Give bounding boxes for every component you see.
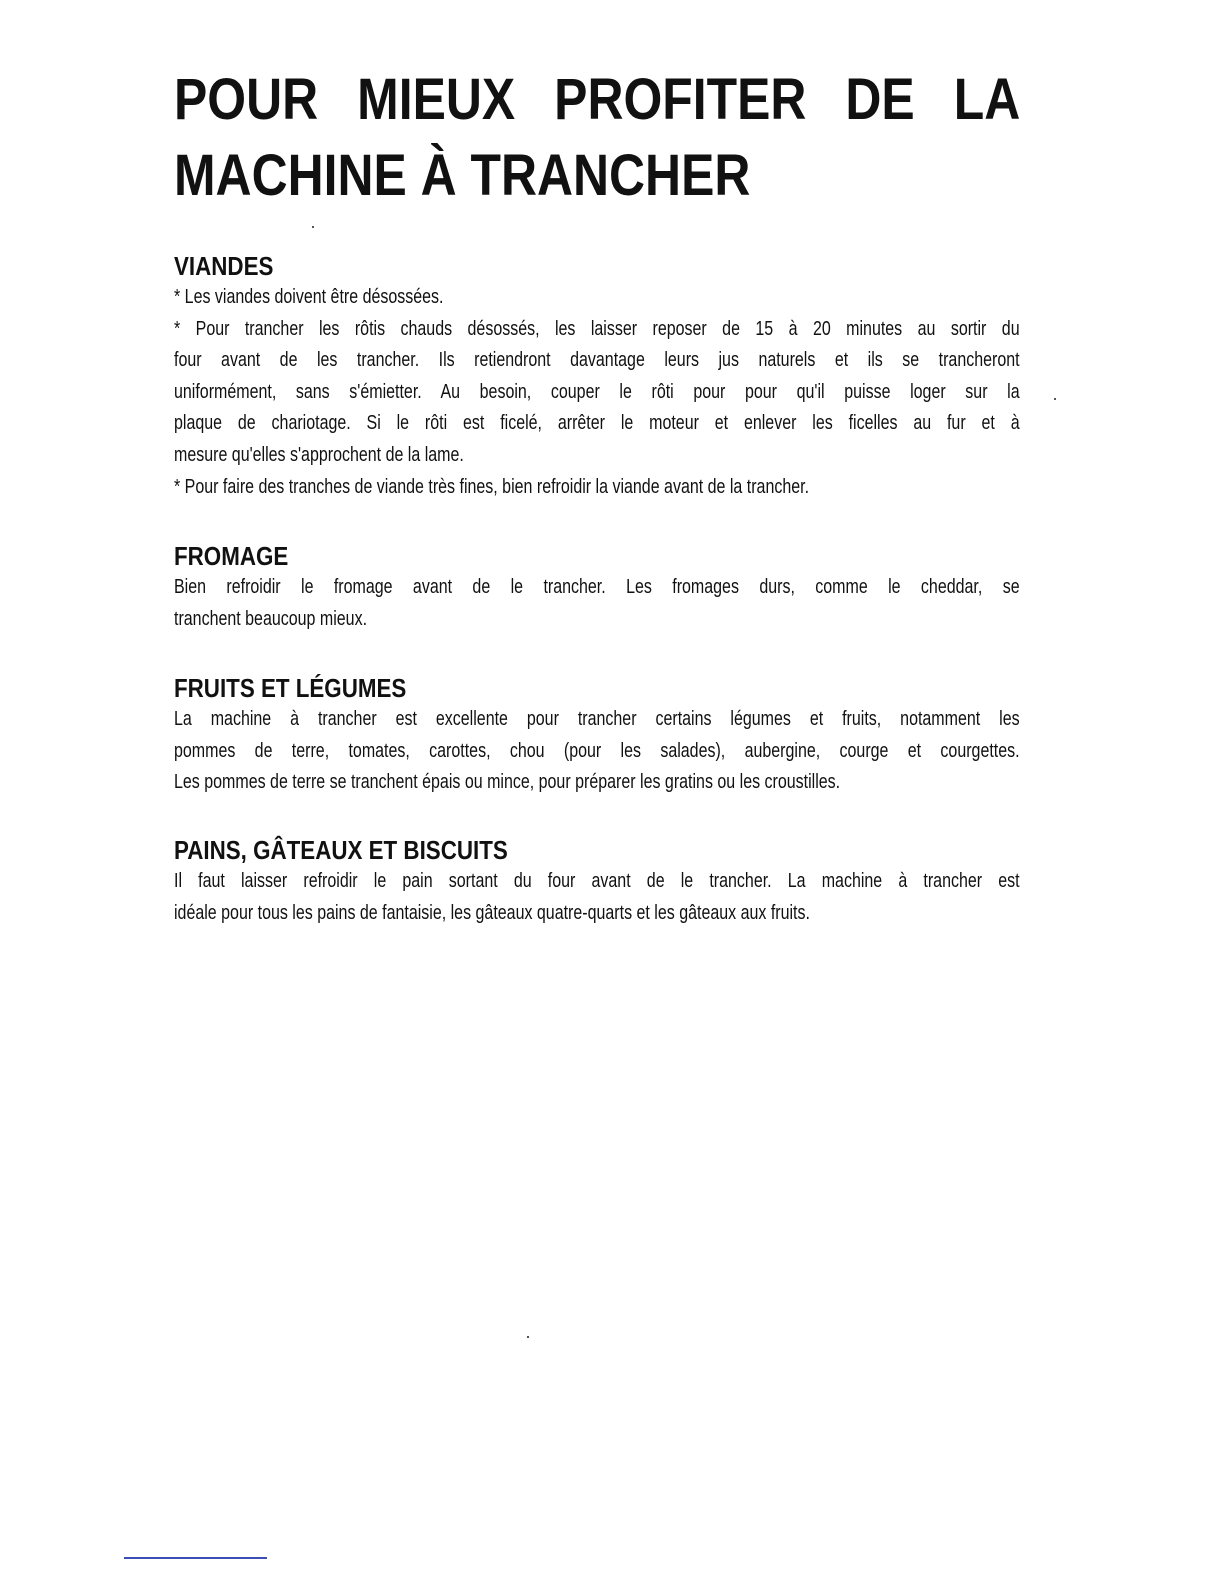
text-line: mesure qu'elles s'approchent de la lame. [174, 443, 464, 466]
text-line: idéale pour tous les pains de fantaisie, les gâteaux quatre-quarts et les gâteaux aux fruits. [174, 901, 810, 924]
section-body-fruits-legumes [174, 704, 1020, 799]
section-body-fromage [174, 572, 1020, 635]
scan-speck [1054, 398, 1056, 400]
text-line: Bien refroidir le fromage avant de le trancher. Les fromages durs, comme le cheddar, se [174, 576, 1020, 598]
document-page [174, 62, 1021, 924]
section-pains-gateaux-biscuits [174, 834, 1224, 929]
text-line: * Pour faire des tranches de viande très fines, bien refroidir la viande avant de la trancher. [174, 475, 810, 498]
section-heading-fruits-legumes: FRUITS ET LÉGUMES [174, 673, 407, 703]
section-body-pains-gateaux-biscuits [174, 866, 1020, 929]
text-line: plaque de chariotage. Si le rôti est ficelé, arrêter le moteur et enlever les ficelles au fur et à [174, 412, 1020, 435]
section-heading-fromage: FROMAGE [174, 541, 289, 571]
section-heading-pains-gateaux-biscuits: PAINS, GÂTEAUX ET BISCUITS [174, 835, 508, 865]
footer-rule [124, 1557, 267, 1559]
text-line: Les pommes de terre se tranchent épais ou mince, pour préparer les gratins ou les croustilles. [174, 771, 841, 794]
page-title-line-1: POUR MIEUX PROFITER DE LA [174, 67, 1021, 132]
text-line: four avant de les trancher. Ils retiendront davantage leurs jus naturels et ils se trancheront [174, 349, 1020, 372]
section-body-viandes [174, 282, 1020, 503]
text-line: pommes de terre, tomates, carottes, chou (pour les salades), aubergine, courge et courgettes. [174, 739, 1020, 762]
text-line: La machine à trancher est excellente pour trancher certains légumes et fruits, notamment les [174, 708, 1020, 730]
text-line: Il faut laisser refroidir le pain sortant du four avant de le trancher. La machine à trancher est [174, 870, 1020, 892]
page-title [174, 62, 1020, 214]
text-line: uniformément, sans s'émietter. Au besoin, couper le rôti pour pour qu'il puisse loger sur la [174, 380, 1020, 403]
section-viandes [174, 250, 1224, 503]
text-line: * Pour trancher les rôtis chauds désossés, les laisser reposer de 15 à 20 minutes au sortir du [174, 317, 1020, 340]
section-fromage [174, 540, 1224, 635]
section-heading-viandes: VIANDES [174, 251, 274, 281]
scan-speck [527, 1336, 529, 1338]
text-line: tranchent beaucoup mieux. [174, 607, 368, 630]
scan-speck [312, 226, 314, 228]
section-fruits-legumes [174, 672, 1224, 799]
text-line: * Les viandes doivent être désossées. [174, 286, 444, 308]
page-title-line-2: MACHINE À TRANCHER [174, 143, 751, 208]
